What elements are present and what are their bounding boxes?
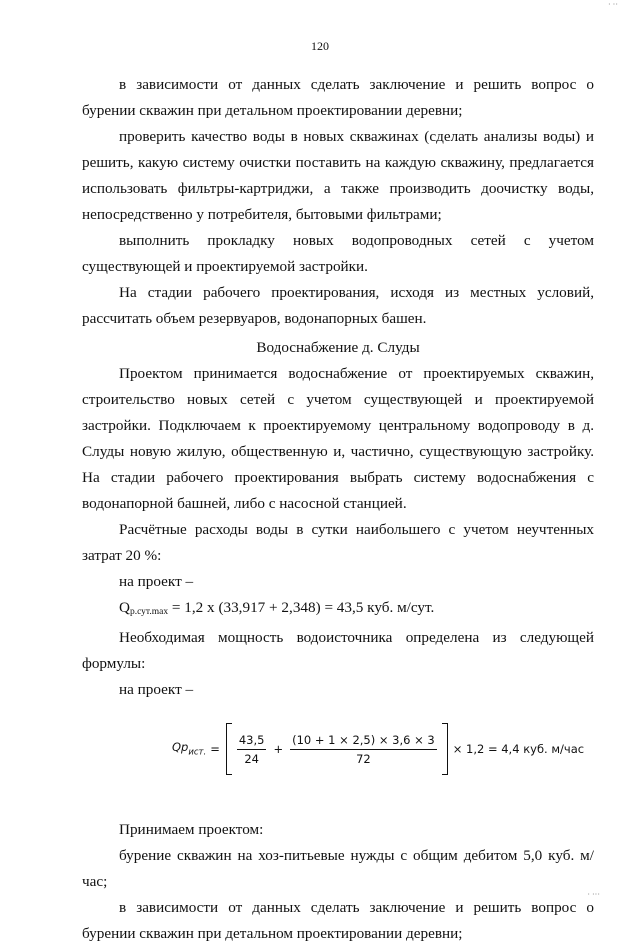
formula-tail: × 1,2 = 4,4 куб. м/час [452,742,585,756]
fraction-2 [290,733,437,766]
left-bracket [226,723,232,775]
paragraph: На стадии рабочего проектирования, исходя из местных условий, рассчитать объем резервуаров, водонапорных башен. [82,284,594,327]
formula-daily-flow [82,595,594,625]
formula-equals: = [210,742,220,756]
formula-q: Q [119,599,130,616]
right-bracket [442,723,448,775]
formula-expression: = 1,2 х (33,917 + 2,348) = 43,5 куб. м/сут. [168,599,435,616]
fraction-2-denominator: 72 [356,751,371,766]
formula-q-subscript: р.сут.max [129,607,169,617]
paragraph: в зависимости от данных сделать заключение и решить вопрос о бурении скважин при детальном проектировании деревни; [82,899,594,942]
corner-mark-bottom: · ··· [587,890,600,899]
formula-lhs: $Qp_{ист.}$ [172,740,207,758]
formula-source-capacity [82,715,594,783]
paragraph: на проект – [119,681,194,698]
page-number: 120 [311,39,329,53]
paragraph: Необходимая мощность водоисточника определена из следующей формулы: [82,629,594,672]
paragraph: Принимаем проектом: [119,821,264,838]
paragraph: Расчётные расходы воды в сутки наибольшего с учетом неучтенных затрат 20 %: [82,521,594,564]
paragraph: выполнить прокладку новых водопроводных сетей с учетом существующей и проектируемой застройки. [82,232,594,275]
fraction-1-numerator: 43,5 [237,733,267,750]
fraction-1 [237,733,267,766]
paragraph: Проектом принимается водоснабжение от проектируемых скважин, строительство новых сетей с учетом существующей и проектируемой застройки. Подключаем к проектируемому центральному водопроводу в д. Слуды новую жилую, общественную и, частично, существующую застройку. На стадии рабочего проектирования выбрать систему водоснабжения с водонапорной башней, либо с насосной станцией. [82,365,594,512]
paragraph: бурение скважин на хоз-питьевые нужды с общим дебитом 5,0 куб. м/час; [82,847,594,890]
formula-plus: + [273,742,284,756]
fraction-2-numerator: (10 + 1 × 2,5) × 3,6 × 3 [290,733,437,750]
section-heading: Водоснабжение д. Слуды [256,339,420,356]
paragraph: на проект – [119,573,194,590]
corner-mark-top: · ·· [608,0,618,9]
page-content [82,72,594,947]
paragraph: проверить качество воды в новых скважинах (сделать анализы воды) и решить, какую систему очистки поставить на каждую скважину, предлагается использовать фильтры-картриджи, а также производить доочистку воды, непосредственно у потребителя, бытовыми фильтрами; [82,128,594,223]
paragraph: в зависимости от данных сделать заключение и решить вопрос о бурении скважин при детальном проектировании деревни; [82,76,594,119]
fraction-1-denominator: 24 [244,751,259,766]
